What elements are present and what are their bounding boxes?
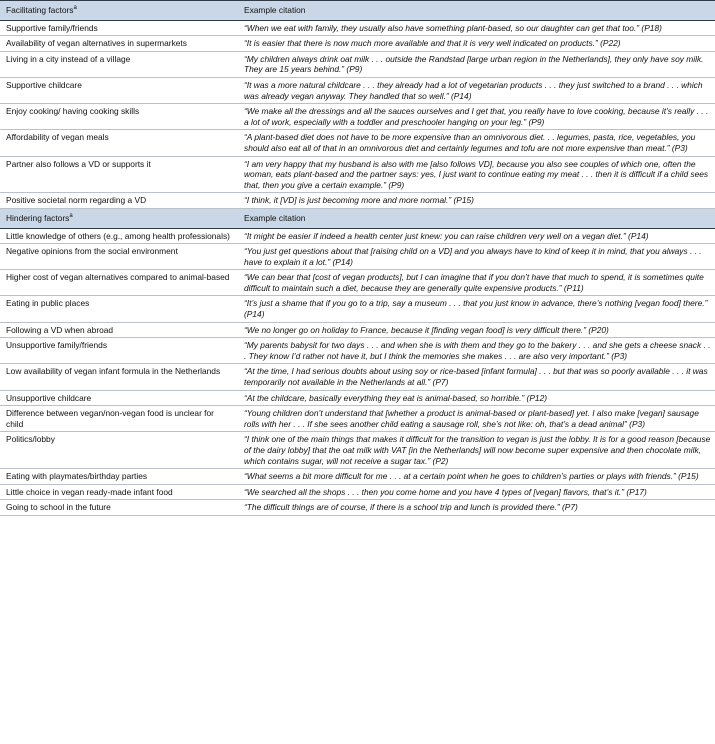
citation-cell: “A plant-based diet does not have to be more expensive than an omnivorous diet. . . legumes, pasta, rice, vegetables, you should also eat all of that in an omnivorous diet and certainly legumes and tofu are not more expensive than meat.” (P3) — [238, 130, 715, 156]
factor-cell: Little choice in vegan ready-made infant food — [0, 484, 238, 500]
factor-cell: Supportive family/friends — [0, 20, 238, 36]
table-row — [0, 296, 715, 322]
citation-cell: “You just get questions about that [raising child on a VD] and you always have to kind of keep it in mind, that you always . . . have to explain it a lot.” (P14) — [238, 244, 715, 270]
table-row — [0, 484, 715, 500]
table-row — [0, 469, 715, 485]
citation-cell: “My parents babysit for two days . . . and when she is with them and they go to the bakery . . . and she gets a cheese snack . . . They know I’d rather not have it, but I think the memories she makes . . . are also very important.” (P3) — [238, 338, 715, 364]
hindering-citation-header: Example citation — [238, 208, 715, 228]
table-row — [0, 36, 715, 52]
table-row — [0, 406, 715, 432]
facilitating-citation-header: Example citation — [238, 1, 715, 21]
facilitating-section — [0, 1, 715, 209]
factor-cell: Negative opinions from the social environment — [0, 244, 238, 270]
citation-cell: “I think one of the main things that makes it difficult for the transition to vegan is just the lobby. It is for a good reason [because of the dairy lobby] that the oat milk with VAT [in the Netherlands] will now become super expensive and then chocolate milk, which contains sugar, will not receive a sugar tax.” (P2) — [238, 432, 715, 469]
table-row — [0, 338, 715, 364]
factor-cell: Eating in public places — [0, 296, 238, 322]
table-row — [0, 500, 715, 516]
facilitating-header: Facilitating factors$^a$ — [0, 1, 238, 21]
table-row — [0, 51, 715, 77]
factor-cell: Difference between vegan/non-vegan food is unclear for child — [0, 406, 238, 432]
table-row — [0, 244, 715, 270]
citation-cell: “We searched all the shops . . . then you come home and you have 4 types of [vegan] flavors, that’s it.” (P17) — [238, 484, 715, 500]
citation-cell: “Young children don’t understand that [whether a product is animal-based or plant-based] yet. I also make [vegan] sausage rolls with her . . . If she sees another child eating a sausage roll, she’s not like: oh, that’s a dead animal” (P3) — [238, 406, 715, 432]
table-row — [0, 156, 715, 193]
factor-cell: Positive societal norm regarding a VD — [0, 193, 238, 209]
citation-cell: “At the childcare, basically everything they eat is animal-based, so horrible.” (P12) — [238, 390, 715, 406]
factor-cell: Unsupportive family/friends — [0, 338, 238, 364]
factor-cell: Eating with playmates/birthday parties — [0, 469, 238, 485]
factor-cell: Little knowledge of others (e.g., among health professionals) — [0, 228, 238, 244]
factor-cell: Following a VD when abroad — [0, 322, 238, 338]
facilitating-header-row — [0, 1, 715, 21]
citation-cell: “We can bear that [cost of vegan products], but I can imagine that if you don’t have that much to spend, it is sometimes quite difficult to maintain such a diet, because they are generally quite expensive products.” (P11) — [238, 270, 715, 296]
factor-cell: Affordability of vegan meals — [0, 130, 238, 156]
factor-cell: Enjoy cooking/ having cooking skills — [0, 104, 238, 130]
hindering-header: Hindering factors$^a$ — [0, 208, 238, 228]
citation-cell: “We no longer go on holiday to France, because it [finding vegan food] is very difficult there.” (P20) — [238, 322, 715, 338]
citation-cell: “It was a more natural childcare . . . they already had a lot of vegetarian products . . . they just switched to a brand . . . which was already vegan anyway. They handled that so well.” (P14) — [238, 77, 715, 103]
table-row — [0, 390, 715, 406]
citation-cell: “I am very happy that my husband is also with me [also follows VD], because you also see couples of which one, often the woman, eats plant-based and the partner says: yes, I just want to continue eating my meat . . . then it is difficult if a child sees that, then you give a certain example.” (P9) — [238, 156, 715, 193]
citation-cell: “The difficult things are of course, if there is a school trip and lunch is provided there.” (P7) — [238, 500, 715, 516]
factor-cell: Low availability of vegan infant formula in the Netherlands — [0, 364, 238, 390]
hindering-header-row — [0, 208, 715, 228]
table-row — [0, 20, 715, 36]
factor-cell: Availability of vegan alternatives in supermarkets — [0, 36, 238, 52]
hindering-section — [0, 208, 715, 515]
factor-cell: Unsupportive childcare — [0, 390, 238, 406]
table-row — [0, 322, 715, 338]
citation-cell: “I think, it [VD] is just becoming more and more normal.” (P15) — [238, 193, 715, 209]
citation-cell: “What seems a bit more difficult for me . . . at a certain point when he goes to children’s parties or plays with friends.” (P15) — [238, 469, 715, 485]
table-row — [0, 228, 715, 244]
table-row — [0, 77, 715, 103]
factor-cell: Partner also follows a VD or supports it — [0, 156, 238, 193]
table-row — [0, 432, 715, 469]
table-row — [0, 130, 715, 156]
factor-cell: Living in a city instead of a village — [0, 51, 238, 77]
citation-cell: “When we eat with family, they usually also have something plant-based, so our daughter can get that too.” (P18) — [238, 20, 715, 36]
factor-cell: Politics/lobby — [0, 432, 238, 469]
citation-cell: “It is easier that there is now much more available and that it is very well indicated on products.” (P22) — [238, 36, 715, 52]
factor-cell: Higher cost of vegan alternatives compared to animal-based — [0, 270, 238, 296]
factor-cell: Going to school in the future — [0, 500, 238, 516]
citation-cell: “My children always drink oat milk . . . outside the Randstad [large urban region in the Netherlands], they only have soy milk. They are 15 years behind.” (P9) — [238, 51, 715, 77]
citation-cell: “At the time, I had serious doubts about using soy or rice-based [infant formula] . . . but that was so poorly available . . . it was temporarily not available in the Netherlands at all.” (P7) — [238, 364, 715, 390]
table-row — [0, 364, 715, 390]
citation-cell: “We make all the dressings and all the sauces ourselves and I get that, you really have to love cooking, because it’s really . . . a lot of work, especially with a toddler and preschooler hanging on your leg.” (P9) — [238, 104, 715, 130]
table-row — [0, 270, 715, 296]
table-row — [0, 193, 715, 209]
factor-cell: Supportive childcare — [0, 77, 238, 103]
citation-cell: “It might be easier if indeed a health center just knew: you can raise children very well on a vegan diet.” (P14) — [238, 228, 715, 244]
citation-cell: “It’s just a shame that if you go to a trip, say a museum . . . that you just know in advance, there’s nothing [vegan food] there.” (P14) — [238, 296, 715, 322]
table-row — [0, 104, 715, 130]
